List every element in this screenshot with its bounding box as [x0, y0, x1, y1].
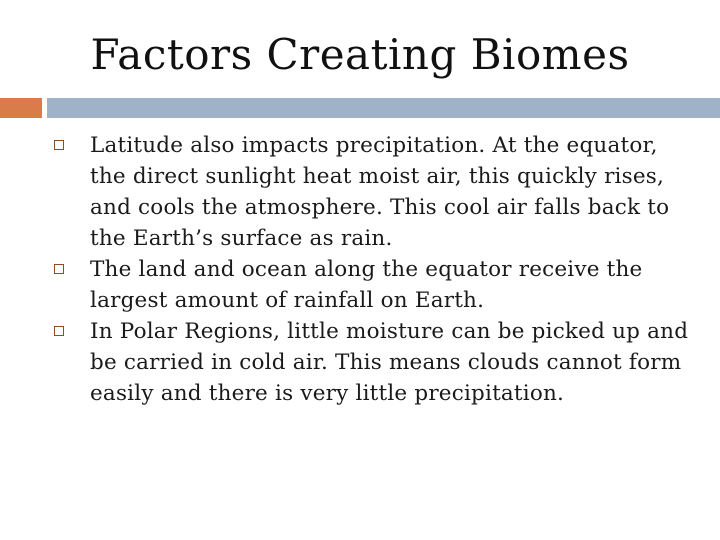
square-bullet-icon [54, 264, 64, 274]
title-rule-bar [47, 98, 720, 118]
bullet-text: The land and ocean along the equator receive the largest amount of rainfall on Earth. [90, 257, 643, 313]
bullet-text: In Polar Regions, little moisture can be picked up and be carried in cold air. This means clouds cannot form easily and there is very little precipitation. [90, 319, 689, 406]
square-bullet-icon [54, 140, 64, 150]
bullet-list [48, 130, 698, 409]
bullet-item [48, 130, 698, 254]
bullet-item [48, 254, 698, 316]
bullet-item [48, 316, 698, 409]
slide-title: Factors Creating Biomes [90, 30, 630, 79]
square-bullet-icon [54, 326, 64, 336]
bullet-text: Latitude also impacts precipitation. At the equator, the direct sunlight heat moist air, this quickly rises, and cools the atmosphere. This cool air falls back to the Earth’s surface as rain. [90, 133, 670, 251]
title-rule-accent [0, 98, 42, 118]
